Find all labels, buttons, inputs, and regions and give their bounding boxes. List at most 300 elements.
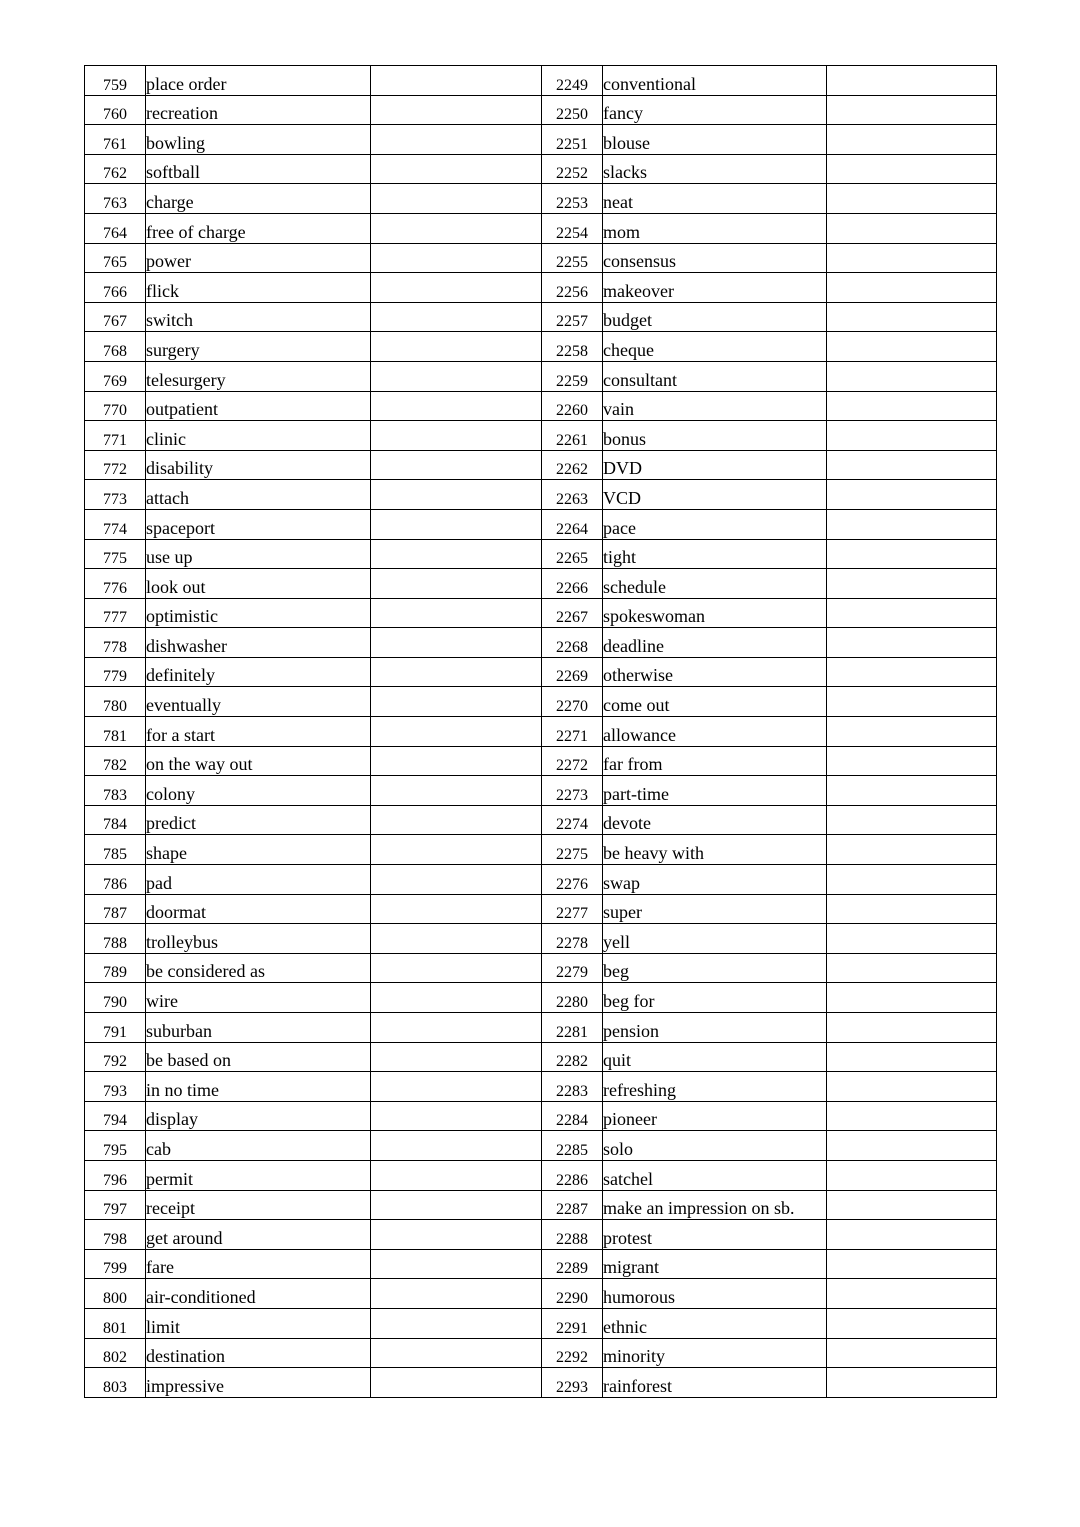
table-row xyxy=(85,1368,997,1398)
right-translation-blank xyxy=(827,1308,997,1338)
right-translation-blank xyxy=(827,569,997,599)
left-entry-number: 787 xyxy=(85,894,146,924)
left-translation-blank xyxy=(371,953,542,983)
right-entry-word: super xyxy=(603,894,827,924)
right-translation-blank xyxy=(827,361,997,391)
right-entry-number: 2290 xyxy=(542,1279,603,1309)
left-entry-word: bowling xyxy=(146,125,371,155)
right-entry-number: 2251 xyxy=(542,125,603,155)
right-entry-number: 2264 xyxy=(542,509,603,539)
left-entry-word: definitely xyxy=(146,657,371,687)
right-translation-blank xyxy=(827,391,997,421)
left-entry-word: charge xyxy=(146,184,371,214)
vocabulary-table xyxy=(84,65,997,1398)
left-translation-blank xyxy=(371,1072,542,1102)
right-entry-number: 2279 xyxy=(542,953,603,983)
right-entry-number: 2281 xyxy=(542,1013,603,1043)
left-translation-blank xyxy=(371,450,542,480)
table-row xyxy=(85,509,997,539)
right-entry-word: vain xyxy=(603,391,827,421)
left-entry-number: 773 xyxy=(85,480,146,510)
table-row xyxy=(85,1013,997,1043)
left-entry-word: be considered as xyxy=(146,953,371,983)
right-entry-word: slacks xyxy=(603,154,827,184)
right-entry-word: pioneer xyxy=(603,1101,827,1131)
left-entry-number: 789 xyxy=(85,953,146,983)
left-entry-number: 768 xyxy=(85,332,146,362)
left-translation-blank xyxy=(371,421,542,451)
right-translation-blank xyxy=(827,746,997,776)
left-entry-word: softball xyxy=(146,154,371,184)
right-translation-blank xyxy=(827,243,997,273)
left-translation-blank xyxy=(371,1220,542,1250)
right-entry-word: rainforest xyxy=(603,1368,827,1398)
left-entry-word: place order xyxy=(146,66,371,96)
left-translation-blank xyxy=(371,1368,542,1398)
table-row xyxy=(85,539,997,569)
left-entry-word: disability xyxy=(146,450,371,480)
table-row xyxy=(85,894,997,924)
table-row xyxy=(85,805,997,835)
right-entry-number: 2284 xyxy=(542,1101,603,1131)
table-row xyxy=(85,1101,997,1131)
left-entry-word: doormat xyxy=(146,894,371,924)
left-translation-blank xyxy=(371,894,542,924)
left-entry-word: destination xyxy=(146,1338,371,1368)
right-entry-number: 2267 xyxy=(542,598,603,628)
left-entry-word: switch xyxy=(146,302,371,332)
right-translation-blank xyxy=(827,865,997,895)
left-entry-number: 800 xyxy=(85,1279,146,1309)
right-entry-word: conventional xyxy=(603,66,827,96)
left-translation-blank xyxy=(371,480,542,510)
right-entry-number: 2268 xyxy=(542,628,603,658)
left-translation-blank xyxy=(371,983,542,1013)
right-entry-number: 2257 xyxy=(542,302,603,332)
left-entry-word: eventually xyxy=(146,687,371,717)
left-entry-word: be based on xyxy=(146,1042,371,1072)
table-row xyxy=(85,1220,997,1250)
right-translation-blank xyxy=(827,509,997,539)
left-entry-number: 796 xyxy=(85,1160,146,1190)
right-entry-word: yell xyxy=(603,924,827,954)
left-entry-word: get around xyxy=(146,1220,371,1250)
table-row xyxy=(85,480,997,510)
right-entry-number: 2255 xyxy=(542,243,603,273)
table-row xyxy=(85,1279,997,1309)
left-entry-word: recreation xyxy=(146,95,371,125)
right-entry-number: 2277 xyxy=(542,894,603,924)
left-entry-word: cab xyxy=(146,1131,371,1161)
right-entry-number: 2273 xyxy=(542,776,603,806)
right-entry-number: 2287 xyxy=(542,1190,603,1220)
left-translation-blank xyxy=(371,569,542,599)
table-row xyxy=(85,1042,997,1072)
right-entry-word: tight xyxy=(603,539,827,569)
right-entry-word: protest xyxy=(603,1220,827,1250)
table-row xyxy=(85,125,997,155)
left-translation-blank xyxy=(371,95,542,125)
right-translation-blank xyxy=(827,125,997,155)
left-translation-blank xyxy=(371,273,542,303)
left-entry-word: spaceport xyxy=(146,509,371,539)
right-translation-blank xyxy=(827,332,997,362)
right-entry-word: cheque xyxy=(603,332,827,362)
right-translation-blank xyxy=(827,450,997,480)
right-entry-number: 2249 xyxy=(542,66,603,96)
left-translation-blank xyxy=(371,302,542,332)
left-entry-number: 777 xyxy=(85,598,146,628)
left-translation-blank xyxy=(371,1101,542,1131)
right-translation-blank xyxy=(827,539,997,569)
right-entry-word: blouse xyxy=(603,125,827,155)
right-translation-blank xyxy=(827,1279,997,1309)
table-row xyxy=(85,95,997,125)
table-row xyxy=(85,213,997,243)
table-row xyxy=(85,184,997,214)
left-entry-number: 762 xyxy=(85,154,146,184)
left-entry-word: trolleybus xyxy=(146,924,371,954)
left-translation-blank xyxy=(371,125,542,155)
right-translation-blank xyxy=(827,924,997,954)
right-translation-blank xyxy=(827,273,997,303)
left-entry-word: display xyxy=(146,1101,371,1131)
left-entry-word: wire xyxy=(146,983,371,1013)
left-entry-word: on the way out xyxy=(146,746,371,776)
right-translation-blank xyxy=(827,657,997,687)
right-translation-blank xyxy=(827,1368,997,1398)
right-entry-word: budget xyxy=(603,302,827,332)
right-entry-number: 2280 xyxy=(542,983,603,1013)
left-translation-blank xyxy=(371,598,542,628)
table-row xyxy=(85,1160,997,1190)
table-row xyxy=(85,746,997,776)
left-entry-number: 761 xyxy=(85,125,146,155)
right-entry-number: 2263 xyxy=(542,480,603,510)
table-row xyxy=(85,1190,997,1220)
left-entry-number: 794 xyxy=(85,1101,146,1131)
right-entry-number: 2286 xyxy=(542,1160,603,1190)
left-entry-word: colony xyxy=(146,776,371,806)
left-translation-blank xyxy=(371,332,542,362)
left-translation-blank xyxy=(371,1013,542,1043)
table-row xyxy=(85,391,997,421)
left-translation-blank xyxy=(371,509,542,539)
table-row xyxy=(85,154,997,184)
left-entry-number: 765 xyxy=(85,243,146,273)
table-row xyxy=(85,361,997,391)
left-translation-blank xyxy=(371,835,542,865)
left-entry-number: 770 xyxy=(85,391,146,421)
right-entry-word: VCD xyxy=(603,480,827,510)
left-translation-blank xyxy=(371,1308,542,1338)
right-entry-word: swap xyxy=(603,865,827,895)
right-translation-blank xyxy=(827,1072,997,1102)
right-entry-word: migrant xyxy=(603,1249,827,1279)
right-entry-number: 2275 xyxy=(542,835,603,865)
left-entry-number: 769 xyxy=(85,361,146,391)
left-entry-number: 780 xyxy=(85,687,146,717)
left-entry-word: air-conditioned xyxy=(146,1279,371,1309)
table-row xyxy=(85,1131,997,1161)
left-entry-number: 772 xyxy=(85,450,146,480)
left-translation-blank xyxy=(371,539,542,569)
left-translation-blank xyxy=(371,154,542,184)
left-entry-number: 778 xyxy=(85,628,146,658)
left-translation-blank xyxy=(371,391,542,421)
right-entry-word: consultant xyxy=(603,361,827,391)
right-translation-blank xyxy=(827,95,997,125)
left-entry-number: 790 xyxy=(85,983,146,1013)
right-translation-blank xyxy=(827,983,997,1013)
left-translation-blank xyxy=(371,213,542,243)
left-entry-word: dishwasher xyxy=(146,628,371,658)
left-entry-number: 785 xyxy=(85,835,146,865)
right-translation-blank xyxy=(827,1131,997,1161)
right-entry-word: neat xyxy=(603,184,827,214)
right-entry-word: ethnic xyxy=(603,1308,827,1338)
right-entry-word: refreshing xyxy=(603,1072,827,1102)
table-row xyxy=(85,1249,997,1279)
left-entry-number: 795 xyxy=(85,1131,146,1161)
right-translation-blank xyxy=(827,213,997,243)
right-entry-word: solo xyxy=(603,1131,827,1161)
left-entry-word: pad xyxy=(146,865,371,895)
right-entry-word: mom xyxy=(603,213,827,243)
right-entry-number: 2261 xyxy=(542,421,603,451)
left-entry-word: free of charge xyxy=(146,213,371,243)
left-translation-blank xyxy=(371,1249,542,1279)
right-entry-word: beg for xyxy=(603,983,827,1013)
right-entry-number: 2289 xyxy=(542,1249,603,1279)
table-row xyxy=(85,776,997,806)
right-entry-number: 2288 xyxy=(542,1220,603,1250)
table-row xyxy=(85,273,997,303)
right-entry-word: pension xyxy=(603,1013,827,1043)
right-entry-number: 2256 xyxy=(542,273,603,303)
left-entry-number: 786 xyxy=(85,865,146,895)
left-entry-number: 781 xyxy=(85,717,146,747)
table-row xyxy=(85,302,997,332)
right-entry-number: 2258 xyxy=(542,332,603,362)
left-entry-number: 782 xyxy=(85,746,146,776)
right-entry-word: quit xyxy=(603,1042,827,1072)
left-entry-word: surgery xyxy=(146,332,371,362)
left-entry-number: 763 xyxy=(85,184,146,214)
table-row xyxy=(85,983,997,1013)
right-entry-word: consensus xyxy=(603,243,827,273)
right-entry-number: 2253 xyxy=(542,184,603,214)
left-entry-word: fare xyxy=(146,1249,371,1279)
right-entry-word: schedule xyxy=(603,569,827,599)
left-translation-blank xyxy=(371,361,542,391)
left-entry-number: 799 xyxy=(85,1249,146,1279)
right-translation-blank xyxy=(827,1190,997,1220)
left-entry-number: 791 xyxy=(85,1013,146,1043)
right-entry-word: pace xyxy=(603,509,827,539)
left-translation-blank xyxy=(371,1338,542,1368)
left-entry-number: 784 xyxy=(85,805,146,835)
right-entry-number: 2291 xyxy=(542,1308,603,1338)
left-entry-word: clinic xyxy=(146,421,371,451)
left-entry-number: 788 xyxy=(85,924,146,954)
left-entry-word: permit xyxy=(146,1160,371,1190)
table-row xyxy=(85,628,997,658)
right-entry-word: bonus xyxy=(603,421,827,451)
right-entry-number: 2278 xyxy=(542,924,603,954)
right-entry-number: 2276 xyxy=(542,865,603,895)
right-entry-word: make an impression on sb. xyxy=(603,1190,827,1220)
left-entry-number: 771 xyxy=(85,421,146,451)
right-entry-number: 2259 xyxy=(542,361,603,391)
left-translation-blank xyxy=(371,243,542,273)
left-entry-word: predict xyxy=(146,805,371,835)
left-entry-number: 779 xyxy=(85,657,146,687)
table-row xyxy=(85,717,997,747)
table-row xyxy=(85,569,997,599)
right-entry-number: 2282 xyxy=(542,1042,603,1072)
left-entry-word: flick xyxy=(146,273,371,303)
left-translation-blank xyxy=(371,184,542,214)
right-entry-number: 2254 xyxy=(542,213,603,243)
right-entry-number: 2252 xyxy=(542,154,603,184)
right-entry-number: 2274 xyxy=(542,805,603,835)
left-entry-word: receipt xyxy=(146,1190,371,1220)
table-row xyxy=(85,865,997,895)
right-entry-number: 2285 xyxy=(542,1131,603,1161)
left-translation-blank xyxy=(371,717,542,747)
right-translation-blank xyxy=(827,835,997,865)
left-translation-blank xyxy=(371,746,542,776)
left-entry-word: optimistic xyxy=(146,598,371,628)
left-entry-number: 776 xyxy=(85,569,146,599)
right-translation-blank xyxy=(827,1101,997,1131)
right-entry-word: makeover xyxy=(603,273,827,303)
right-translation-blank xyxy=(827,1013,997,1043)
right-translation-blank xyxy=(827,302,997,332)
table-row xyxy=(85,953,997,983)
left-entry-word: in no time xyxy=(146,1072,371,1102)
right-entry-word: allowance xyxy=(603,717,827,747)
left-entry-number: 798 xyxy=(85,1220,146,1250)
table-row xyxy=(85,66,997,96)
right-translation-blank xyxy=(827,805,997,835)
table-row xyxy=(85,450,997,480)
right-entry-number: 2250 xyxy=(542,95,603,125)
right-entry-word: be heavy with xyxy=(603,835,827,865)
right-entry-word: minority xyxy=(603,1338,827,1368)
left-entry-number: 792 xyxy=(85,1042,146,1072)
left-translation-blank xyxy=(371,1131,542,1161)
table-row xyxy=(85,1308,997,1338)
right-entry-number: 2265 xyxy=(542,539,603,569)
right-translation-blank xyxy=(827,1249,997,1279)
table-row xyxy=(85,1338,997,1368)
right-entry-word: fancy xyxy=(603,95,827,125)
left-translation-blank xyxy=(371,1160,542,1190)
right-translation-blank xyxy=(827,953,997,983)
right-translation-blank xyxy=(827,1338,997,1368)
left-entry-word: impressive xyxy=(146,1368,371,1398)
left-entry-word: power xyxy=(146,243,371,273)
left-entry-word: shape xyxy=(146,835,371,865)
right-entry-number: 2262 xyxy=(542,450,603,480)
left-translation-blank xyxy=(371,657,542,687)
right-translation-blank xyxy=(827,687,997,717)
right-translation-blank xyxy=(827,776,997,806)
left-entry-number: 766 xyxy=(85,273,146,303)
right-entry-word: satchel xyxy=(603,1160,827,1190)
right-entry-number: 2266 xyxy=(542,569,603,599)
left-translation-blank xyxy=(371,1042,542,1072)
right-entry-number: 2272 xyxy=(542,746,603,776)
left-entry-number: 767 xyxy=(85,302,146,332)
right-entry-word: otherwise xyxy=(603,657,827,687)
right-translation-blank xyxy=(827,1042,997,1072)
left-translation-blank xyxy=(371,66,542,96)
right-entry-number: 2270 xyxy=(542,687,603,717)
right-translation-blank xyxy=(827,66,997,96)
right-entry-word: spokeswoman xyxy=(603,598,827,628)
right-entry-word: deadline xyxy=(603,628,827,658)
right-translation-blank xyxy=(827,598,997,628)
left-entry-number: 760 xyxy=(85,95,146,125)
left-entry-number: 803 xyxy=(85,1368,146,1398)
table-row xyxy=(85,687,997,717)
left-entry-word: attach xyxy=(146,480,371,510)
right-entry-word: devote xyxy=(603,805,827,835)
right-entry-number: 2269 xyxy=(542,657,603,687)
right-translation-blank xyxy=(827,421,997,451)
right-entry-word: part-time xyxy=(603,776,827,806)
table-row xyxy=(85,835,997,865)
table-row xyxy=(85,924,997,954)
table-row xyxy=(85,598,997,628)
left-entry-number: 775 xyxy=(85,539,146,569)
left-entry-number: 797 xyxy=(85,1190,146,1220)
right-translation-blank xyxy=(827,1160,997,1190)
table-row xyxy=(85,332,997,362)
right-entry-number: 2271 xyxy=(542,717,603,747)
vocabulary-table-body xyxy=(85,66,997,1398)
left-entry-number: 774 xyxy=(85,509,146,539)
left-entry-word: limit xyxy=(146,1308,371,1338)
table-row xyxy=(85,657,997,687)
right-entry-word: DVD xyxy=(603,450,827,480)
left-translation-blank xyxy=(371,865,542,895)
left-entry-word: look out xyxy=(146,569,371,599)
left-entry-number: 764 xyxy=(85,213,146,243)
left-entry-word: outpatient xyxy=(146,391,371,421)
left-entry-number: 793 xyxy=(85,1072,146,1102)
left-entry-word: for a start xyxy=(146,717,371,747)
table-row xyxy=(85,1072,997,1102)
right-entry-number: 2283 xyxy=(542,1072,603,1102)
right-entry-word: beg xyxy=(603,953,827,983)
left-translation-blank xyxy=(371,924,542,954)
right-translation-blank xyxy=(827,1220,997,1250)
table-row xyxy=(85,421,997,451)
right-translation-blank xyxy=(827,480,997,510)
left-translation-blank xyxy=(371,628,542,658)
left-translation-blank xyxy=(371,1190,542,1220)
left-translation-blank xyxy=(371,805,542,835)
left-translation-blank xyxy=(371,776,542,806)
right-translation-blank xyxy=(827,184,997,214)
right-entry-number: 2293 xyxy=(542,1368,603,1398)
left-entry-word: suburban xyxy=(146,1013,371,1043)
right-entry-word: come out xyxy=(603,687,827,717)
